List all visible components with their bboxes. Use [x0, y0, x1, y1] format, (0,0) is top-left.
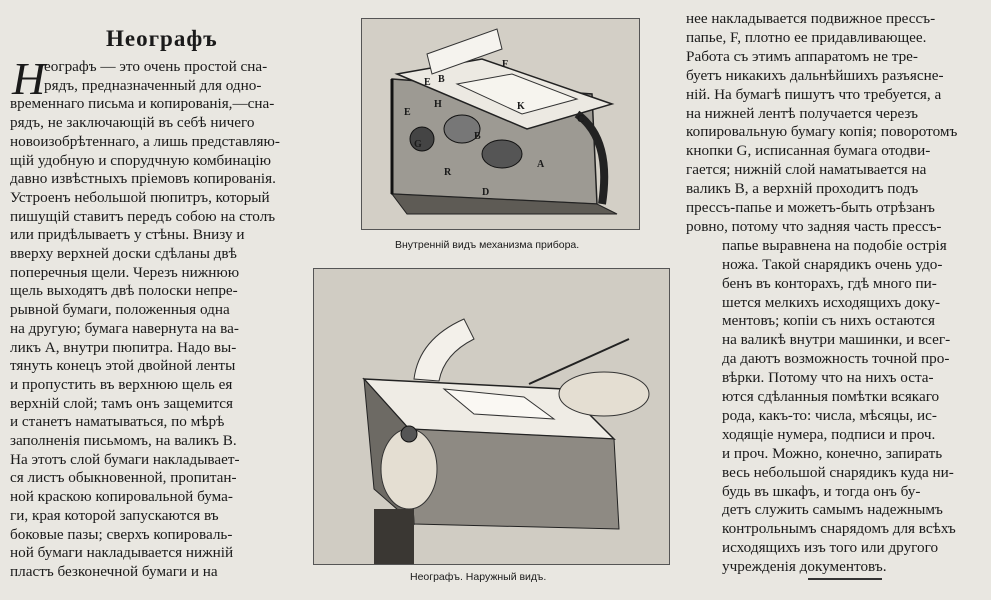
figure-callout-letter: B	[474, 131, 481, 142]
text-line: ножа. Такой снарядикъ очень удо-	[722, 255, 943, 273]
text-line: контрольнымъ снарядомъ для всѣхъ	[722, 520, 956, 538]
text-line: вѣрки. Потому что на нихъ оста-	[722, 369, 934, 387]
text-line: буетъ никакихъ дальнѣйшихъ разъясне-	[686, 66, 944, 84]
text-line: ментовъ; копіи съ нихъ остаются	[722, 312, 935, 330]
figure-callout-letter: D	[482, 187, 490, 198]
figure-callout-letter: E	[424, 77, 431, 88]
text-line: рядъ, не заключающій въ себѣ ничего	[10, 114, 255, 132]
figure-exterior-view	[313, 268, 670, 565]
figure-callout-letter: E	[404, 107, 411, 118]
text-line: на валикѣ внутри машинки, и всег-	[722, 331, 951, 349]
text-line: ликъ A, внутри пюпитра. Надо вы-	[10, 338, 237, 356]
text-line: тянуть конецъ этой двойной ленты	[10, 357, 236, 375]
drop-cap: Н	[12, 53, 46, 104]
text-line: Работа съ этимъ аппаратомъ не тре-	[686, 47, 918, 65]
figure1-caption: Внутренній видъ механизма прибора.	[395, 239, 580, 251]
figure-callout-letter: B	[438, 74, 445, 85]
figure-callout-letter: K	[517, 101, 525, 112]
text-line: ся листъ обыкновенной, пропитан-	[10, 469, 237, 487]
figure-interior-mechanism	[361, 18, 640, 230]
text-line: или придѣлываетъ у стѣны. Внизу и	[10, 226, 245, 244]
text-line: копировальную бумагу копія; поворотомъ	[686, 123, 958, 141]
text-line: ній. На бумагѣ пишутъ что требуется, а	[686, 85, 942, 103]
text-line: и пропустить въ верхнюю щель ея	[10, 375, 233, 393]
text-line: нее накладывается подвижное прессъ-	[686, 10, 936, 27]
text-line: На этотъ слой бумаги накладывает-	[10, 450, 240, 468]
text-line: верхній слой; тамъ онъ защемится	[10, 394, 233, 412]
text-line: Устроенъ небольшой пюпитръ, который	[10, 188, 270, 206]
figure-callout-letter: H	[434, 99, 442, 110]
text-line: ются сдѣланныя помѣтки всякаго	[722, 388, 940, 405]
text-line: валикъ B, а верхній проходитъ подъ	[686, 180, 919, 198]
text-line: щій удобную и спорудчную комбинацію	[10, 151, 271, 169]
article-title: Неографъ	[106, 26, 218, 51]
text-line: рядъ, предназначенный для одно-	[44, 76, 262, 94]
figure-callout-letter: F	[502, 59, 509, 70]
text-line: на нижней лентѣ получается черезъ	[686, 104, 918, 122]
text-line: щель выходятъ двѣ полоски непре-	[10, 282, 238, 300]
text-line: весь небольшой снарядикъ куда ни-	[722, 463, 954, 481]
figure-callout-letter: C	[577, 114, 585, 125]
text-line: детъ служить самымъ надежнымъ	[722, 501, 943, 519]
text-line: новоизобрѣтеннаго, а лишь представляю-	[10, 132, 280, 150]
text-line: ходящіе нумера, подписи и проч.	[722, 425, 936, 443]
text-line: давно извѣстныхъ пріемовъ копированія.	[10, 170, 276, 188]
text-line: боковые пазы; сверхъ копироваль-	[10, 525, 233, 543]
exterior-view-illustration	[314, 269, 669, 564]
text-line: заполненія письмомъ, на валикъ B.	[10, 432, 237, 449]
text-line: папье выравнена на подобіе острія	[722, 236, 947, 254]
end-rule	[808, 578, 882, 580]
text-line: рода, какъ-то: числа, мѣсяцы, ис-	[722, 406, 937, 424]
text-line: на другую; бумага навернута на ва-	[10, 319, 239, 337]
text-line: гается; нижній слой наматывается на	[686, 161, 927, 179]
text-line: поперечныя щели. Черезъ нижнюю	[10, 263, 240, 281]
figure-callout-letter: A	[537, 159, 545, 170]
text-line: пишущій ставитъ передъ собою на столъ	[10, 207, 276, 225]
text-line: и проч. Можно, конечно, запирать	[722, 444, 943, 462]
text-line: да даютъ возможность точной про-	[722, 350, 950, 368]
text-line: ной бумаги накладывается нижній	[10, 544, 234, 562]
text-line: исходящихъ изъ того или другого	[722, 539, 939, 557]
text-line: ной краскою копировальной бума-	[10, 488, 233, 506]
text-line: будь въ шкафъ, и тогда онъ бу-	[722, 482, 921, 500]
text-line: бенъ въ конторахъ, гдѣ много пи-	[722, 274, 937, 292]
text-line: ги, края которой запускаются въ	[10, 506, 219, 524]
text-line: рывной бумаги, положенныя одна	[10, 301, 230, 319]
figure-callout-letter: R	[444, 167, 452, 178]
text-line: учрежденія документовъ.	[722, 558, 887, 576]
interior-mechanism-illustration	[362, 19, 639, 229]
text-line: еографъ — это очень простой сна-	[44, 58, 268, 75]
text-line: шется мелкихъ исходящихъ доку-	[722, 293, 941, 311]
text-line: и станетъ наматываться, по мѣрѣ	[10, 413, 225, 431]
text-line: папье, F, плотно ее придавливающее.	[686, 28, 927, 46]
text-line: прессъ-папье и можетъ-быть отрѣзанъ	[686, 199, 935, 216]
text-line: кнопки G, исписанная бумага отодви-	[686, 142, 931, 160]
text-line: вверху верхней доски сдѣланы двѣ	[10, 245, 237, 262]
figure2-caption: Неографъ. Наружный видъ.	[410, 571, 547, 583]
figure-callout-letter: G	[414, 139, 422, 150]
text-line: временнаго письма и копированія,—сна-	[10, 95, 275, 113]
text-line: ровно, потому что задняя часть прессъ-	[686, 217, 942, 235]
text-line: пластъ безконечной бумаги и на	[10, 562, 218, 580]
